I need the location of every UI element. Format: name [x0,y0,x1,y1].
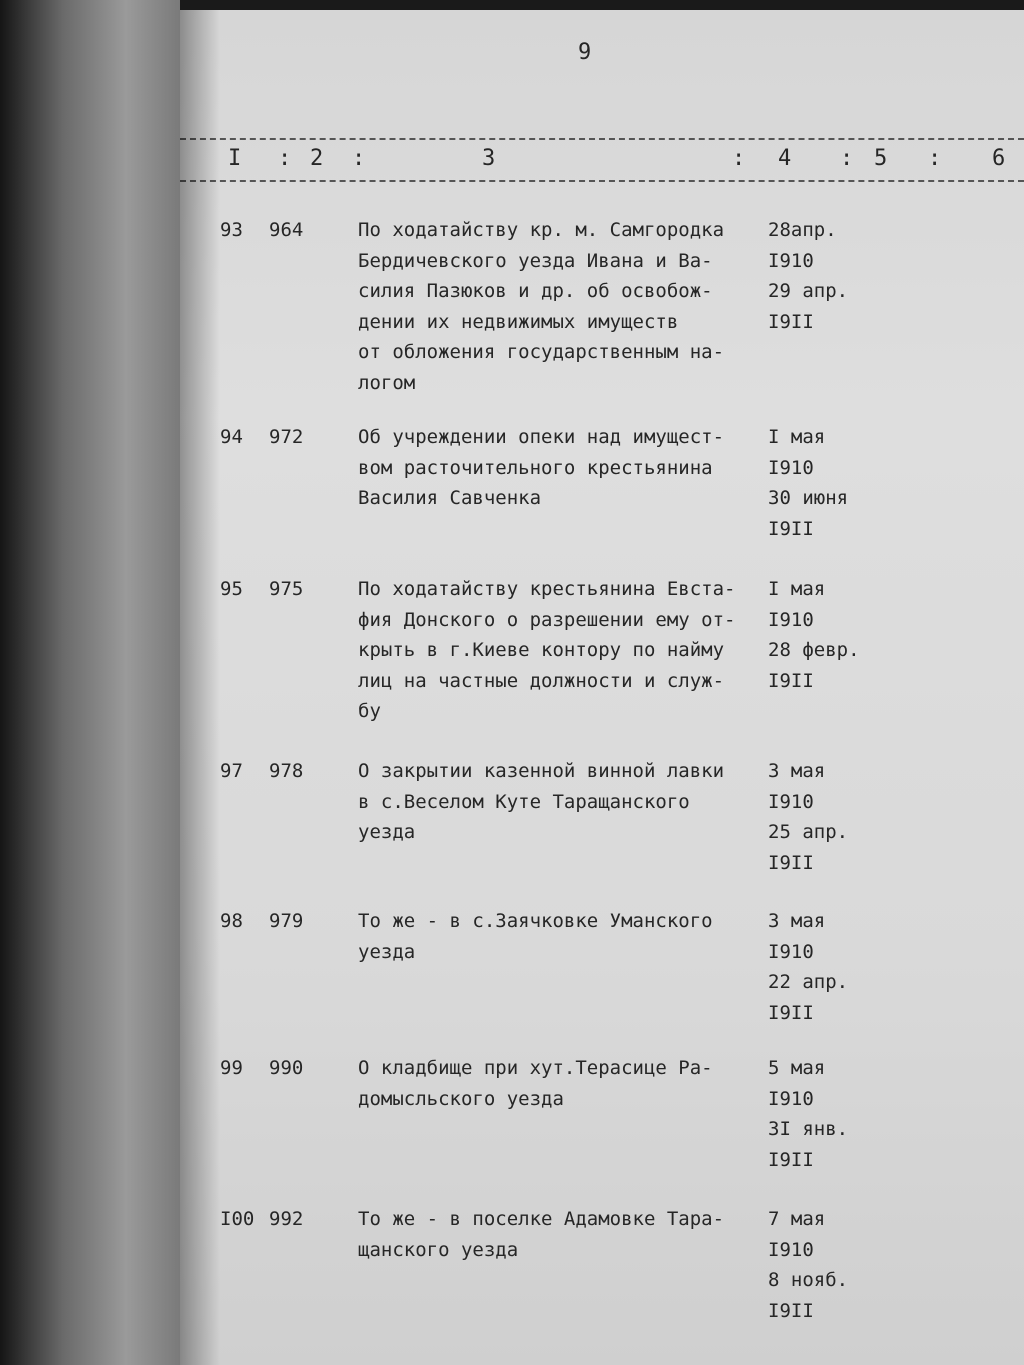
entry-date-line: 3 мая [768,910,826,932]
entry-date-line: I910 [768,608,814,631]
entry-date-line: 30 июня [768,487,849,509]
entry-title-line: фия Донского о разрешении ему от- [358,608,736,631]
entry-date-line: 3I янв. [768,1118,849,1140]
header-rule-top [180,138,1024,140]
entry-date-line: 5 мая [768,1057,826,1079]
entry-date-line: I910 [768,456,814,479]
entry-date-line: I9II [768,1148,814,1171]
entry-title [358,422,763,514]
entry-title-line: То же - в поселке Адамовке Тара- [358,1208,725,1230]
entry-date-line: 28апр. [768,219,837,241]
column-header-6: 6 [992,146,1006,171]
entry-title-line: логом [358,371,416,394]
entry-date-line: I910 [768,790,814,813]
entry-number: 98 [220,910,243,932]
column-header-sep: : [840,146,854,171]
entry-dates [768,1204,848,1326]
entry-date-line: I9II [768,669,814,692]
column-header-sep: : [352,146,366,171]
entry-date-line: 7 мая [768,1208,826,1230]
entry-title-line: По ходатайству крестьянина Евста- [358,578,736,600]
entry-date-line: 8 нояб. [768,1269,849,1291]
entry-date-line: 25 апр. [768,821,849,843]
entry-title-line: Об учреждении опеки над имущест- [358,426,725,448]
entry-case-number: 975 [269,578,304,600]
entry-dates [768,1053,848,1175]
column-header-sep: : [278,146,292,171]
entry-date-line: 29 апр. [768,280,849,302]
entry-date-line: I9II [768,517,814,540]
entry-title-line: Василия Савченка [358,487,542,509]
column-header-sep: : [928,146,942,171]
entry-number: 94 [220,426,243,448]
entry-title-line: лиц на частные должности и служ- [358,669,725,692]
entry-date-line: 22 апр. [768,971,849,993]
entry-title-line: О кладбище при хут.Терасице Ра- [358,1057,713,1079]
entry-title-line: уезда [358,821,416,843]
entry-title-line: щанского уезда [358,1238,519,1261]
entry-title-line: дении их недвижимых имуществ [358,310,679,333]
entry-case-number: 992 [269,1208,304,1230]
entry-title-line: вом расточительного крестьянина [358,456,713,479]
entry-title-line: О закрытии казенной винной лавки [358,760,725,782]
entry-title-line: уезда [358,940,416,963]
entry-date-line: I910 [768,1087,814,1110]
entry-date-line: I мая [768,578,826,600]
entry-dates [768,215,848,337]
entry-title-line: от обложения государственным на- [358,341,725,363]
column-header-sep: : [732,146,746,171]
entry-case-number: 964 [269,219,304,241]
entry-date-line: I9II [768,1001,814,1024]
facing-page-edge [0,0,180,1365]
entry-title-line: Бердичевского уезда Ивана и Ва- [358,249,713,272]
entry-title-line: домысльского уезда [358,1087,564,1110]
entry-title-line: в с.Веселом Куте Таращанского [358,790,690,813]
entry-number: 95 [220,578,243,600]
entry-number: 97 [220,760,243,782]
header-rule-bottom [180,180,1024,182]
entry-date-line: I9II [768,851,814,874]
entry-date-line: 3 мая [768,760,826,782]
entry-title [358,1053,763,1114]
entry-case-number: 972 [269,426,304,448]
column-header-1: I [228,146,242,171]
column-header-3: 3 [482,146,496,171]
entry-date-line: I9II [768,310,814,333]
entry-dates [768,422,848,544]
document-page [180,10,1024,1365]
entry-title [358,574,763,727]
entry-title-line: По ходатайству кр. м. Самгородка [358,219,725,241]
entry-case-number: 979 [269,910,304,932]
entry-title-line: силия Пазюков и др. об освобож- [358,280,713,302]
entry-title-line: То же - в с.Заячковке Уманского [358,910,713,932]
entry-number: 99 [220,1057,243,1079]
entry-date-line: I9II [768,1299,814,1322]
entry-date-line: 28 февр. [768,639,860,661]
entry-date-line: I910 [768,1238,814,1261]
column-header-5: 5 [874,146,888,171]
column-header-4: 4 [778,146,792,171]
entry-date-line: I910 [768,940,814,963]
entry-date-line: I910 [768,249,814,272]
entry-dates [768,906,848,1028]
entry-title [358,906,763,967]
entry-title [358,756,763,848]
entry-title-line: бу [358,700,381,722]
entry-number: I00 [220,1208,255,1230]
entry-date-line: I мая [768,426,826,448]
entry-case-number: 990 [269,1057,304,1079]
entry-dates [768,756,848,878]
entry-number: 93 [220,219,243,241]
entry-title-line: крыть в г.Киеве контору по найму [358,639,725,661]
entry-dates [768,574,860,696]
entry-case-number: 978 [269,760,304,782]
entry-title [358,215,763,398]
column-header-2: 2 [310,146,324,171]
entry-title [358,1204,763,1265]
page-number: 9 [578,40,592,65]
